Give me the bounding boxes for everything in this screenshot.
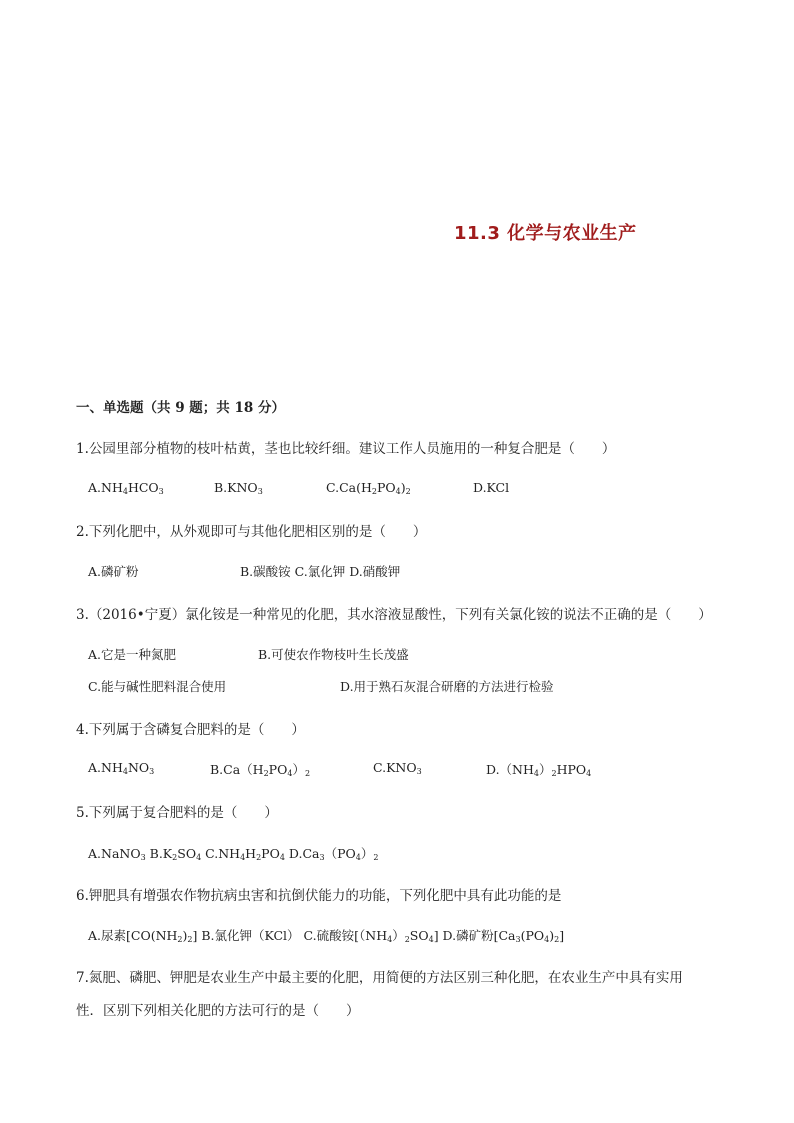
question-3-option-d: D.用于熟石灰混合研磨的方法进行检验 bbox=[340, 679, 554, 694]
question-1-option-a: $A.NH_4HCO_3$ bbox=[88, 480, 164, 496]
question-4-stem: 4.下列属于含磷复合肥料的是（ ） bbox=[76, 722, 305, 738]
question-2-options-bcd: B.碳酸铵 C.氯化钾 D.硝酸钾 bbox=[240, 564, 401, 579]
question-5-options: A.NaNO$_3$ $B.K_2SO_4$ $C.NH_4H_2PO_4$ $D.Ca_3(PO_4)_2$ bbox=[88, 846, 379, 862]
question-5-stem: 5.下列属于复合肥料的是（ ） bbox=[76, 805, 278, 821]
question-2-option-a: A.磷矿粉 bbox=[88, 564, 139, 579]
question-6-stem: 6.钾肥具有增强农作物抗病虫害和抗倒伏能力的功能，下列化肥中具有此功能的是 bbox=[76, 888, 562, 904]
question-1-option-c: $C.Ca(H_2PO_4)_2$ bbox=[326, 480, 411, 496]
question-1-option-d: D.KCl bbox=[473, 480, 510, 495]
question-7-stem-line-1: 7.氮肥、磷肥、钾肥是农业生产中最主要的化肥，用简便的方法区别三种化肥，在农业生产中具有实用 bbox=[76, 970, 683, 986]
page-title: 11.3 化学与农业生产 bbox=[454, 223, 637, 244]
question-3-option-a: A.它是一种氮肥 bbox=[88, 647, 177, 662]
question-4-option-b: $B.Ca(H_2PO_4)_2$ bbox=[210, 762, 311, 778]
question-4-option-d: $D.(NH_4)_2HPO_4$ bbox=[486, 762, 592, 778]
question-1-stem: 1.公园里部分植物的枝叶枯黄，茎也比较纤细。建议工作人员施用的一种复合肥是（ ） bbox=[76, 441, 616, 457]
question-7-stem-line-2: 性．区别下列相关化肥的方法可行的是（ ） bbox=[76, 1003, 360, 1019]
question-1-option-b: $B.KNO_3$ bbox=[214, 480, 263, 496]
section-heading: 一、单选题（共 9 题；共 18 分） bbox=[76, 400, 285, 416]
question-3-stem: 3.（2016•宁夏）氯化铵是一种常见的化肥，其水溶液显酸性，下列有关氯化铵的说法不正确的是（ ） bbox=[76, 607, 712, 623]
question-4-option-c: $C.KNO_3$ bbox=[373, 760, 422, 776]
question-3-option-c: C.能与碱性肥料混合使用 bbox=[88, 679, 227, 694]
question-2-stem: 2.下列化肥中，从外观即可与其他化肥相区别的是（ ） bbox=[76, 524, 427, 540]
question-3-option-b: B.可使农作物枝叶生长茂盛 bbox=[258, 647, 409, 662]
question-6-options: A.尿素$[CO(NH_2)_2]$ B.氯化钾（KCl） C.硫酸铵$[(NH_4)_2SO_4]$ D.磷矿粉$[Ca_3(PO_4)_2]$ bbox=[88, 928, 565, 944]
question-4-option-a: $A.NH_4NO_3$ bbox=[88, 760, 155, 776]
